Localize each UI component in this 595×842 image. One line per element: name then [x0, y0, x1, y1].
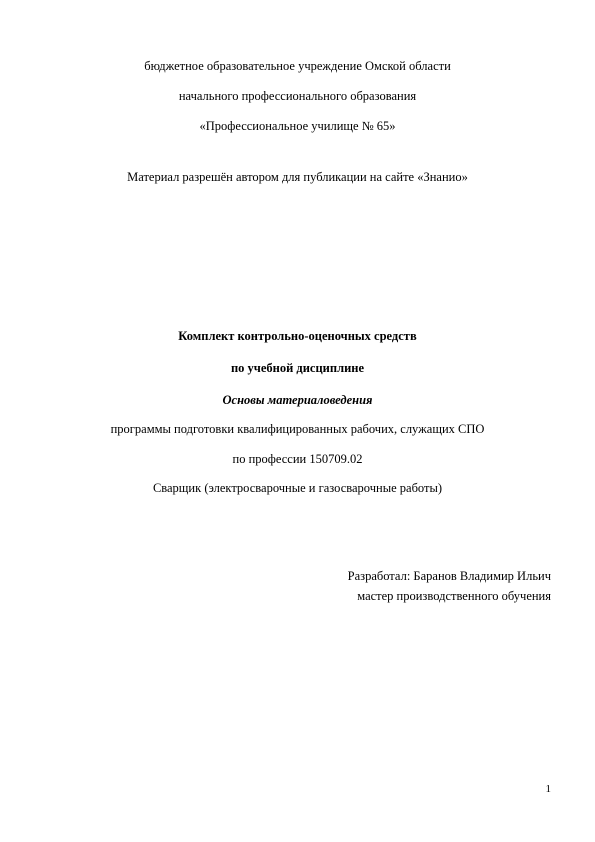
author-position: мастер производственного обучения	[357, 589, 551, 603]
document-title: Комплект контрольно-оценочных средств	[178, 329, 417, 343]
program-description: программы подготовки квалифицированных рабочих, служащих СПО	[110, 422, 485, 436]
profession-code: по профессии 150709.02	[232, 452, 363, 466]
discipline-name: Основы материаловедения	[222, 393, 373, 407]
discipline-label: по учебной дисциплине	[230, 361, 365, 375]
institution-type: бюджетное образовательное учреждение Омской области	[144, 59, 451, 73]
publication-notice: Материал разрешён автором для публикации на сайте «Знанио»	[127, 170, 468, 184]
author-name: Разработал: Баранов Владимир Ильич	[347, 569, 551, 583]
profession-name: Сварщик (электросварочные и газосварочные работы)	[152, 481, 443, 495]
page-number: 1	[545, 783, 551, 795]
institution-name: «Профессиональное училище № 65»	[199, 119, 396, 133]
institution-level: начального профессионального образования	[178, 89, 417, 103]
